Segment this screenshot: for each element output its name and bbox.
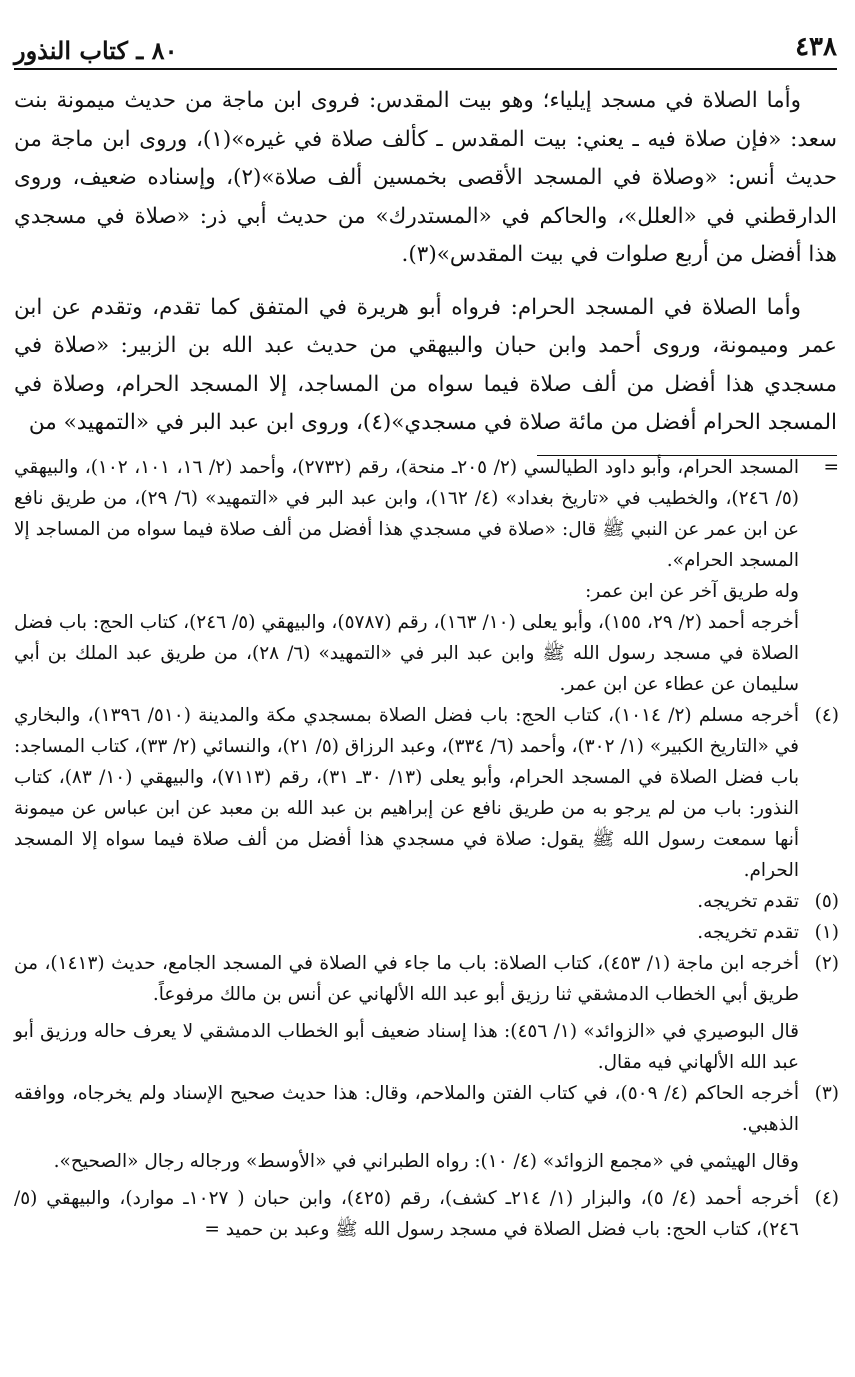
footnote-number: (٣) (814, 1083, 839, 1104)
footnote-item (14, 700, 837, 886)
paragraph-haram: وأما الصلاة في المسجد الحرام: فرواه أبو هريرة في المتفق كما تقدم، وتقدم عن ابن عمر وميمونة، وروى أحمد وابن حبان والبيهقي من حديث عبد الله بن الزبير: «صلاة في مسجدي هذا أفضل من ألف صلاة فيما سواه من المساجد، إلا المسجد الحرام، وصلاة في المسجد الحرام أفضل من مائة صلاة في مسجدي»(٤)، وروى ابن عبد البر في «التمهيد» من (14, 294, 837, 435)
continuation-mark: = (823, 457, 839, 478)
page-number: ٤٣٨ (795, 32, 837, 62)
footnote-continuation (14, 452, 837, 576)
footnote-item (14, 917, 837, 948)
footnote-item (14, 886, 837, 917)
footnote-item (14, 1078, 837, 1140)
footnote-text: تقدم تخريجه. (697, 922, 799, 943)
footnote-subline (14, 1146, 837, 1177)
footnote-number: (٤) (814, 705, 839, 726)
footnote-subline (14, 607, 837, 700)
footnote-subline (14, 576, 837, 607)
footnote-subline (14, 1016, 837, 1078)
footnote-text: أخرجه الحاكم (٤/ ٥٠٩)، في كتاب الفتن والملاحم، وقال: هذا حديث صحيح الإسناد ولم يخرجاه، ووافقه الذهبي. (14, 1083, 799, 1135)
footnote-text: تقدم تخريجه. (697, 891, 799, 912)
footnote-text: أخرجه أحمد (٤/ ٥)، والبزار (١/ ٢١٤ـ كشف)، رقم (٤٢٥)، وابن حبان ( ١٠٢٧ـ موارد)، والبيهقي (٥/ ٢٤٦)، كتاب الحج: باب فضل الصلاة في مسجد رسول الله ﷺ وعبد بن حميد = (14, 1188, 799, 1240)
footnote-text: أخرجه ابن ماجة (١/ ٤٥٣)، كتاب الصلاة: باب ما جاء في الصلاة في المسجد الجامع، حديث (١٤١٣)، من طريق أبي الخطاب الدمشقي ثنا رزيق أبو عبد الله الألهاني عن أنس بن مالك مرفوعاً. (14, 953, 799, 1005)
running-title: ٨٠ ـ كتاب النذور (14, 36, 178, 65)
footnote-item (14, 1183, 837, 1245)
footnote-number: (٥) (814, 891, 839, 912)
footnote-number: (٤) (814, 1188, 839, 1209)
footnote-number: (١) (814, 922, 839, 943)
footnotes (14, 452, 837, 1245)
page-header (14, 28, 837, 70)
footnote-number: (٢) (814, 953, 839, 974)
paragraph-aqsa: وأما الصلاة في مسجد إيلياء؛ وهو بيت المقدس: فروى ابن ماجة من حديث ميمونة بنت سعد: «فإن صلاة فيه ـ يعني: بيت المقدس ـ كألف صلاة في غيره»(١)، وروى ابن ماجة من حديث أنس: «وصلاة في المسجد الأقصى بخمسين ألف صلاة»(٢)، وإسناده ضعيف، وروى الدارقطني في «العلل»، والحاكم في «المستدرك» من حديث أبي ذر: «صلاة في مسجدي هذا أفضل من أربع صلوات في بيت المقدس»(٣). (14, 88, 838, 267)
footnote-text: قال البوصيري في «الزوائد» (١/ ٤٥٦): هذا إسناد ضعيف أبو الخطاب الدمشقي لا يعرف حاله ورزيق أبو عبد الله الألهاني فيه مقال. (14, 1021, 800, 1073)
footnote-item (14, 948, 837, 1010)
footnote-text: أخرجه مسلم (٢/ ١٠١٤)، كتاب الحج: باب فضل الصلاة بمسجدي مكة والمدينة (٥١٠/ ١٣٩٦)، والبخاري في «التاريخ الكبير» (١/ ٣٠٢)، وأحمد (٦/ ٣٣٤)، وعبد الرزاق (٥/ ٢١)، والنسائي (٢/ ٣٣)، كتاب المساجد: باب فضل الصلاة في المسجد الحرام، وأبو يعلى (١٣/ ٣٠ـ ٣١)، رقم (٧١١٣)، والبيهقي (١٠/ ٨٣)، كتاب النذور: باب من لم يرجو به من طريق نافع عن إبراهيم بن عبد الله بن معبد عن ابن عباس عن ميمونة أنها سمعت رسول الله ﷺ يقول: صلاة في مسجدي هذا أفضل من ألف صلاة فيما سواه إلا المسجد الحرام. (14, 705, 800, 881)
footnote-text: وقال الهيثمي في «مجمع الزوائد» (٤/ ١٠): رواه الطبراني في «الأوسط» ورجاله رجال «الصحيح». (53, 1151, 799, 1172)
footnote-text: المسجد الحرام، وأبو داود الطيالسي (٢/ ٢٠٥ـ منحة)، رقم (٢٧٣٢)، وأحمد (٢/ ١٦، ١٠١، ١٠٢)، والبيهقي (٥/ ٢٤٦)، والخطيب في «تاريخ بغداد» (٤/ ١٦٢)، وابن عبد البر في «التمهيد» (٦/ ٢٩)، من طريق نافع عن ابن عمر عن النبي ﷺ قال: «صلاة في مسجدي هذا أفضل من ألف صلاة فيما سواه من المساجد إلا المسجد الحرام». (14, 457, 799, 571)
footnote-text: وله طريق آخر عن ابن عمر: (585, 581, 799, 602)
main-text (14, 82, 837, 443)
footnote-text: أخرجه أحمد (٢/ ٢٩، ١٥٥)، وأبو يعلى (١٠/ ١٦٣)، رقم (٥٧٨٧)، والبيهقي (٥/ ٢٤٦)، كتاب الحج: باب فضل الصلاة في مسجد رسول الله ﷺ وابن عبد البر في «التمهيد» (٦/ ٢٨)، من طريق عبد الملك بن أبي سليمان عن عطاء عن ابن عمر. (14, 612, 799, 695)
